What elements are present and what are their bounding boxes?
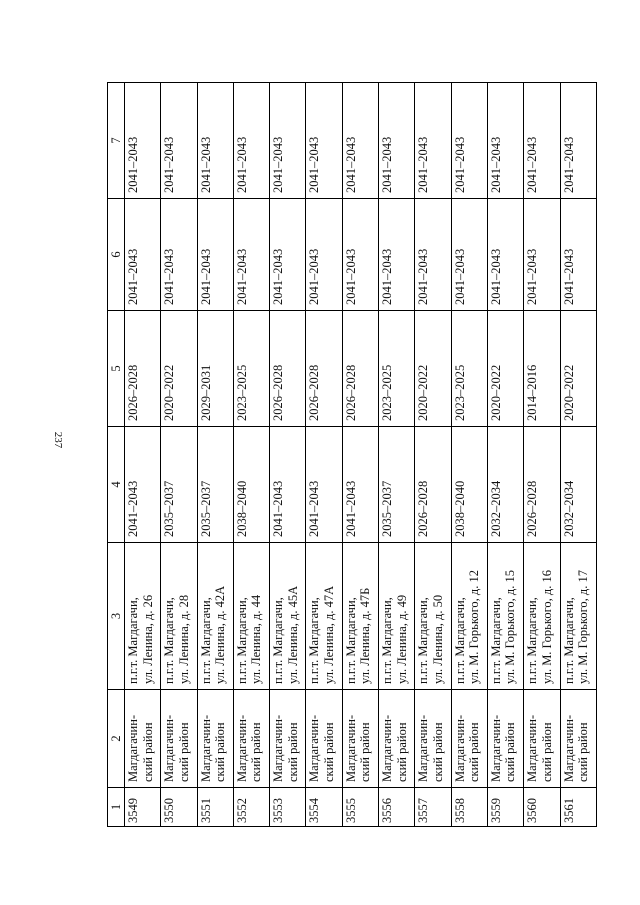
address-cell bbox=[197, 543, 233, 690]
address-line: ул. Ленина, д. 45А bbox=[285, 585, 300, 684]
district-cell bbox=[524, 690, 560, 788]
row-number-cell: 3549 bbox=[125, 788, 161, 827]
district-line: Магдагачин- bbox=[525, 714, 540, 782]
address-line: ул. Ленина, д. 47Б bbox=[358, 587, 373, 684]
address-line: п.г.т. Магдагачи, bbox=[488, 597, 503, 684]
row-number-cell: 3550 bbox=[161, 788, 197, 827]
address-cell bbox=[161, 543, 197, 690]
period-cell-7: 2041–2043 bbox=[161, 83, 197, 199]
period-cell-4: 2032–2034 bbox=[560, 427, 596, 543]
district-cell bbox=[270, 690, 306, 788]
period-cell-7: 2041–2043 bbox=[306, 83, 342, 199]
district-line: ский район bbox=[321, 722, 336, 782]
period-cell-5: 2020–2022 bbox=[161, 311, 197, 427]
district-line: ский район bbox=[358, 722, 373, 782]
header-col-7: 7 bbox=[108, 83, 125, 199]
period-cell-6: 2041–2043 bbox=[487, 199, 523, 311]
address-cell bbox=[379, 543, 415, 690]
period-cell-5: 2023–2025 bbox=[233, 311, 269, 427]
period-cell-7: 2041–2043 bbox=[270, 83, 306, 199]
address-line: п.г.т. Магдагачи, bbox=[343, 597, 358, 684]
address-line: п.г.т. Магдагачи, bbox=[416, 597, 431, 684]
district-cell bbox=[197, 690, 233, 788]
address-line: ул. Ленина, д. 42А bbox=[213, 585, 228, 684]
district-cell bbox=[487, 690, 523, 788]
district-line: Магдагачин- bbox=[234, 714, 249, 782]
table-row bbox=[342, 83, 378, 827]
address-line: ул. М. Горького, д. 15 bbox=[503, 570, 518, 684]
rotated-table-container bbox=[107, 83, 592, 827]
district-cell bbox=[560, 690, 596, 788]
period-cell-5: 2023–2025 bbox=[379, 311, 415, 427]
address-line: ул. Ленина, д. 44 bbox=[249, 594, 264, 684]
table-body bbox=[125, 83, 597, 827]
row-number-cell: 3551 bbox=[197, 788, 233, 827]
period-cell-4: 2035–2037 bbox=[379, 427, 415, 543]
district-line: ский район bbox=[176, 722, 191, 782]
address-cell bbox=[233, 543, 269, 690]
period-cell-5: 2020–2022 bbox=[415, 311, 451, 427]
period-cell-7: 2041–2043 bbox=[233, 83, 269, 199]
period-cell-7: 2041–2043 bbox=[451, 83, 487, 199]
address-cell bbox=[560, 543, 596, 690]
district-line: ский район bbox=[285, 722, 300, 782]
period-cell-5: 2026–2028 bbox=[342, 311, 378, 427]
district-line: Магдагачин- bbox=[380, 714, 395, 782]
period-cell-5: 2020–2022 bbox=[560, 311, 596, 427]
district-line: ский район bbox=[430, 722, 445, 782]
header-col-2: 2 bbox=[108, 690, 125, 788]
district-line: Магдагачин- bbox=[307, 714, 322, 782]
row-number-cell: 3556 bbox=[379, 788, 415, 827]
row-number-cell: 3554 bbox=[306, 788, 342, 827]
header-col-6: 6 bbox=[108, 199, 125, 311]
district-cell bbox=[342, 690, 378, 788]
address-cell bbox=[415, 543, 451, 690]
district-cell bbox=[415, 690, 451, 788]
district-line: ский район bbox=[394, 722, 409, 782]
period-cell-5: 2026–2028 bbox=[125, 311, 161, 427]
period-cell-6: 2041–2043 bbox=[161, 199, 197, 311]
address-line: п.г.т. Магдагачи, bbox=[162, 597, 177, 684]
period-cell-7: 2041–2043 bbox=[487, 83, 523, 199]
district-line: Магдагачин- bbox=[126, 714, 140, 782]
address-line: п.г.т. Магдагачи, bbox=[198, 597, 213, 684]
page-number-text: 237 bbox=[52, 431, 64, 449]
district-cell bbox=[233, 690, 269, 788]
district-line: Магдагачин- bbox=[488, 714, 503, 782]
period-cell-6: 2041–2043 bbox=[415, 199, 451, 311]
district-line: ский район bbox=[539, 722, 554, 782]
period-cell-5: 2026–2028 bbox=[270, 311, 306, 427]
row-number-cell: 3558 bbox=[451, 788, 487, 827]
period-cell-6: 2041–2043 bbox=[342, 199, 378, 311]
row-number-cell: 3559 bbox=[487, 788, 523, 827]
period-cell-5: 2029–2031 bbox=[197, 311, 233, 427]
period-cell-7: 2041–2043 bbox=[125, 83, 161, 199]
header-col-5: 5 bbox=[108, 311, 125, 427]
table-row bbox=[233, 83, 269, 827]
district-cell bbox=[306, 690, 342, 788]
district-cell bbox=[451, 690, 487, 788]
district-line: ский район bbox=[576, 722, 591, 782]
period-cell-7: 2041–2043 bbox=[560, 83, 596, 199]
period-cell-5: 2023–2025 bbox=[451, 311, 487, 427]
address-cell bbox=[125, 543, 161, 690]
district-line: Магдагачин- bbox=[561, 714, 576, 782]
address-line: п.г.т. Магдагачи, bbox=[271, 597, 286, 684]
district-line: ский район bbox=[249, 722, 264, 782]
address-line: ул. Ленина, д. 47А bbox=[321, 585, 336, 684]
row-number-cell: 3557 bbox=[415, 788, 451, 827]
header-col-4: 4 bbox=[108, 427, 125, 543]
district-line: ский район bbox=[140, 722, 155, 782]
table-row bbox=[379, 83, 415, 827]
address-line: п.г.т. Магдагачи, bbox=[307, 597, 322, 684]
period-cell-6: 2041–2043 bbox=[197, 199, 233, 311]
address-line: п.г.т. Магдагачи, bbox=[126, 597, 140, 684]
address-cell bbox=[306, 543, 342, 690]
row-number-cell: 3561 bbox=[560, 788, 596, 827]
district-line: Магдагачин- bbox=[271, 714, 286, 782]
address-cell bbox=[451, 543, 487, 690]
district-line: Магдагачин- bbox=[343, 714, 358, 782]
district-line: Магдагачин- bbox=[198, 714, 213, 782]
period-cell-5: 2020–2022 bbox=[487, 311, 523, 427]
period-cell-6: 2041–2043 bbox=[233, 199, 269, 311]
period-cell-7: 2041–2043 bbox=[524, 83, 560, 199]
period-cell-4: 2041–2043 bbox=[306, 427, 342, 543]
period-cell-4: 2026–2028 bbox=[524, 427, 560, 543]
period-cell-6: 2041–2043 bbox=[125, 199, 161, 311]
period-cell-4: 2041–2043 bbox=[125, 427, 161, 543]
period-cell-7: 2041–2043 bbox=[415, 83, 451, 199]
period-cell-7: 2041–2043 bbox=[197, 83, 233, 199]
period-cell-6: 2041–2043 bbox=[560, 199, 596, 311]
address-line: ул. Ленина, д. 28 bbox=[176, 594, 191, 684]
period-cell-4: 2035–2037 bbox=[197, 427, 233, 543]
district-line: Магдагачин- bbox=[416, 714, 431, 782]
table-row bbox=[197, 83, 233, 827]
period-cell-7: 2041–2043 bbox=[379, 83, 415, 199]
header-col-1: 1 bbox=[108, 788, 125, 827]
table-row bbox=[487, 83, 523, 827]
row-number-cell: 3560 bbox=[524, 788, 560, 827]
period-cell-4: 2038–2040 bbox=[233, 427, 269, 543]
period-cell-4: 2041–2043 bbox=[342, 427, 378, 543]
address-line: п.г.т. Магдагачи, bbox=[525, 597, 540, 684]
district-cell bbox=[125, 690, 161, 788]
period-cell-4: 2026–2028 bbox=[415, 427, 451, 543]
district-line: ский район bbox=[213, 722, 228, 782]
district-line: Магдагачин- bbox=[452, 714, 467, 782]
table-area bbox=[107, 83, 592, 827]
district-cell bbox=[379, 690, 415, 788]
table-row bbox=[270, 83, 306, 827]
period-cell-5: 2026–2028 bbox=[306, 311, 342, 427]
address-cell bbox=[270, 543, 306, 690]
schedule-table bbox=[107, 82, 597, 827]
row-number-cell: 3555 bbox=[342, 788, 378, 827]
district-line: ский район bbox=[503, 722, 518, 782]
period-cell-6: 2041–2043 bbox=[451, 199, 487, 311]
period-cell-4: 2038–2040 bbox=[451, 427, 487, 543]
header-row bbox=[108, 83, 125, 827]
address-cell bbox=[524, 543, 560, 690]
address-line: п.г.т. Магдагачи, bbox=[452, 597, 467, 684]
period-cell-4: 2041–2043 bbox=[270, 427, 306, 543]
address-line: ул. Ленина, д. 49 bbox=[394, 594, 409, 684]
table-row bbox=[161, 83, 197, 827]
address-line: ул. Ленина, д. 50 bbox=[430, 594, 445, 684]
address-line: п.г.т. Магдагачи, bbox=[234, 597, 249, 684]
address-line: п.г.т. Магдагачи, bbox=[561, 597, 576, 684]
period-cell-7: 2041–2043 bbox=[342, 83, 378, 199]
table-row bbox=[560, 83, 596, 827]
district-cell bbox=[161, 690, 197, 788]
period-cell-4: 2035–2037 bbox=[161, 427, 197, 543]
address-line: ул. М. Горького, д. 17 bbox=[576, 570, 591, 684]
table-row bbox=[524, 83, 560, 827]
period-cell-6: 2041–2043 bbox=[524, 199, 560, 311]
period-cell-6: 2041–2043 bbox=[379, 199, 415, 311]
table-row bbox=[415, 83, 451, 827]
table-row bbox=[125, 83, 161, 827]
address-line: ул. М. Горького, д. 12 bbox=[467, 570, 482, 684]
district-line: ский район bbox=[467, 722, 482, 782]
row-number-cell: 3553 bbox=[270, 788, 306, 827]
address-line: п.г.т. Магдагачи, bbox=[380, 597, 395, 684]
address-line: ул. Ленина, д. 26 bbox=[140, 594, 155, 684]
header-col-3: 3 bbox=[108, 543, 125, 690]
row-number-cell: 3552 bbox=[233, 788, 269, 827]
period-cell-6: 2041–2043 bbox=[270, 199, 306, 311]
period-cell-5: 2014–2016 bbox=[524, 311, 560, 427]
period-cell-4: 2032–2034 bbox=[487, 427, 523, 543]
table-row bbox=[451, 83, 487, 827]
table-row bbox=[306, 83, 342, 827]
address-cell bbox=[487, 543, 523, 690]
district-line: Магдагачин- bbox=[162, 714, 177, 782]
address-line: ул. М. Горького, д. 16 bbox=[539, 570, 554, 684]
address-cell bbox=[342, 543, 378, 690]
period-cell-6: 2041–2043 bbox=[306, 199, 342, 311]
